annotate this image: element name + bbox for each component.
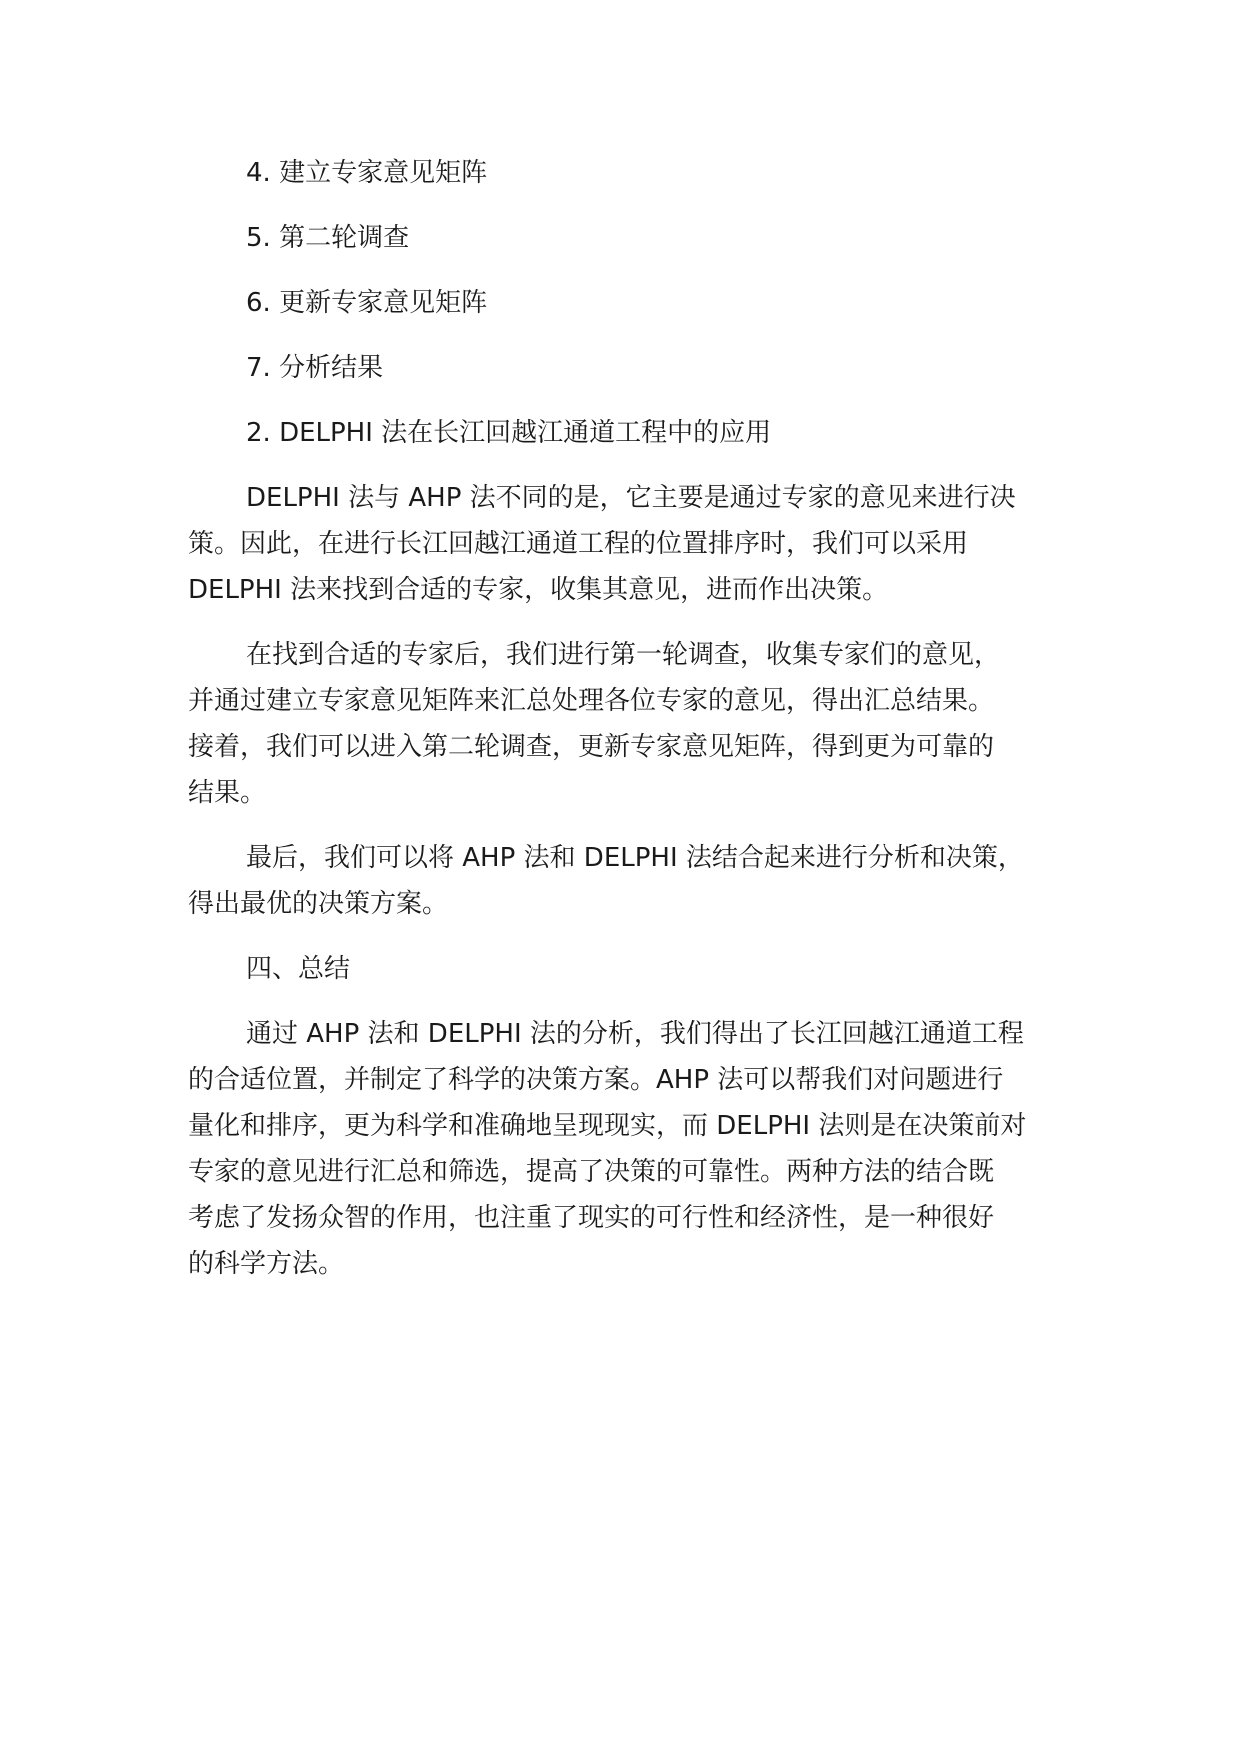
section-heading: 2. DELPHI 法在长江回越江通道工程中的应用 xyxy=(246,418,772,448)
step-item: 4. 建立专家意见矩阵 xyxy=(246,158,488,188)
paragraph-line: 并通过建立专家意见矩阵来汇总处理各位专家的意见，得出汇总结果。 xyxy=(188,686,995,716)
summary-heading: 四、总结 xyxy=(246,954,351,984)
paragraph-summary xyxy=(188,1011,1054,1287)
paragraph-line: DELPHI 法与 AHP 法不同的是，它主要是通过专家的意见来进行决 xyxy=(246,483,1016,513)
step-item: 5. 第二轮调查 xyxy=(246,223,410,253)
paragraph-line: 专家的意见进行汇总和筛选，提高了决策的可靠性。两种方法的结合既 xyxy=(188,1157,995,1187)
step-item: 7. 分析结果 xyxy=(246,353,384,383)
paragraph-line: 考虑了发扬众智的作用，也注重了现实的可行性和经济性，是一种很好 xyxy=(188,1203,995,1233)
paragraph-line: 得出最优的决策方案。 xyxy=(188,889,449,919)
paragraph-line: 通过 AHP 法和 DELPHI 法的分析，我们得出了长江回越江通道工程 xyxy=(246,1019,1024,1049)
paragraph-delphi-intro xyxy=(188,475,1054,613)
step-item: 6. 更新专家意见矩阵 xyxy=(246,288,488,318)
paragraph-line: 的合适位置，并制定了科学的决策方案。AHP 法可以帮我们对问题进行 xyxy=(188,1065,1004,1095)
paragraph-line: 结果。 xyxy=(188,778,267,808)
paragraph-line: 最后，我们可以将 AHP 法和 DELPHI 法结合起来进行分析和决策， xyxy=(246,843,1024,873)
paragraph-line: 量化和排序，更为科学和准确地呈现现实，而 DELPHI 法则是在决策前对 xyxy=(188,1111,1027,1141)
paragraph-line: DELPHI 法来找到合适的专家，收集其意见，进而作出决策。 xyxy=(188,575,889,605)
paragraph-line: 在找到合适的专家后，我们进行第一轮调查，收集专家们的意见， xyxy=(246,640,1001,670)
document-body xyxy=(188,150,1054,1306)
paragraph-line: 策。因此，在进行长江回越江通道工程的位置排序时，我们可以采用 xyxy=(188,529,969,559)
paragraph-survey-process xyxy=(188,632,1054,816)
paragraph-line: 的科学方法。 xyxy=(188,1249,345,1279)
paragraph-combination xyxy=(188,835,1054,927)
paragraph-line: 接着，我们可以进入第二轮调查，更新专家意见矩阵，得到更为可靠的 xyxy=(188,732,995,762)
